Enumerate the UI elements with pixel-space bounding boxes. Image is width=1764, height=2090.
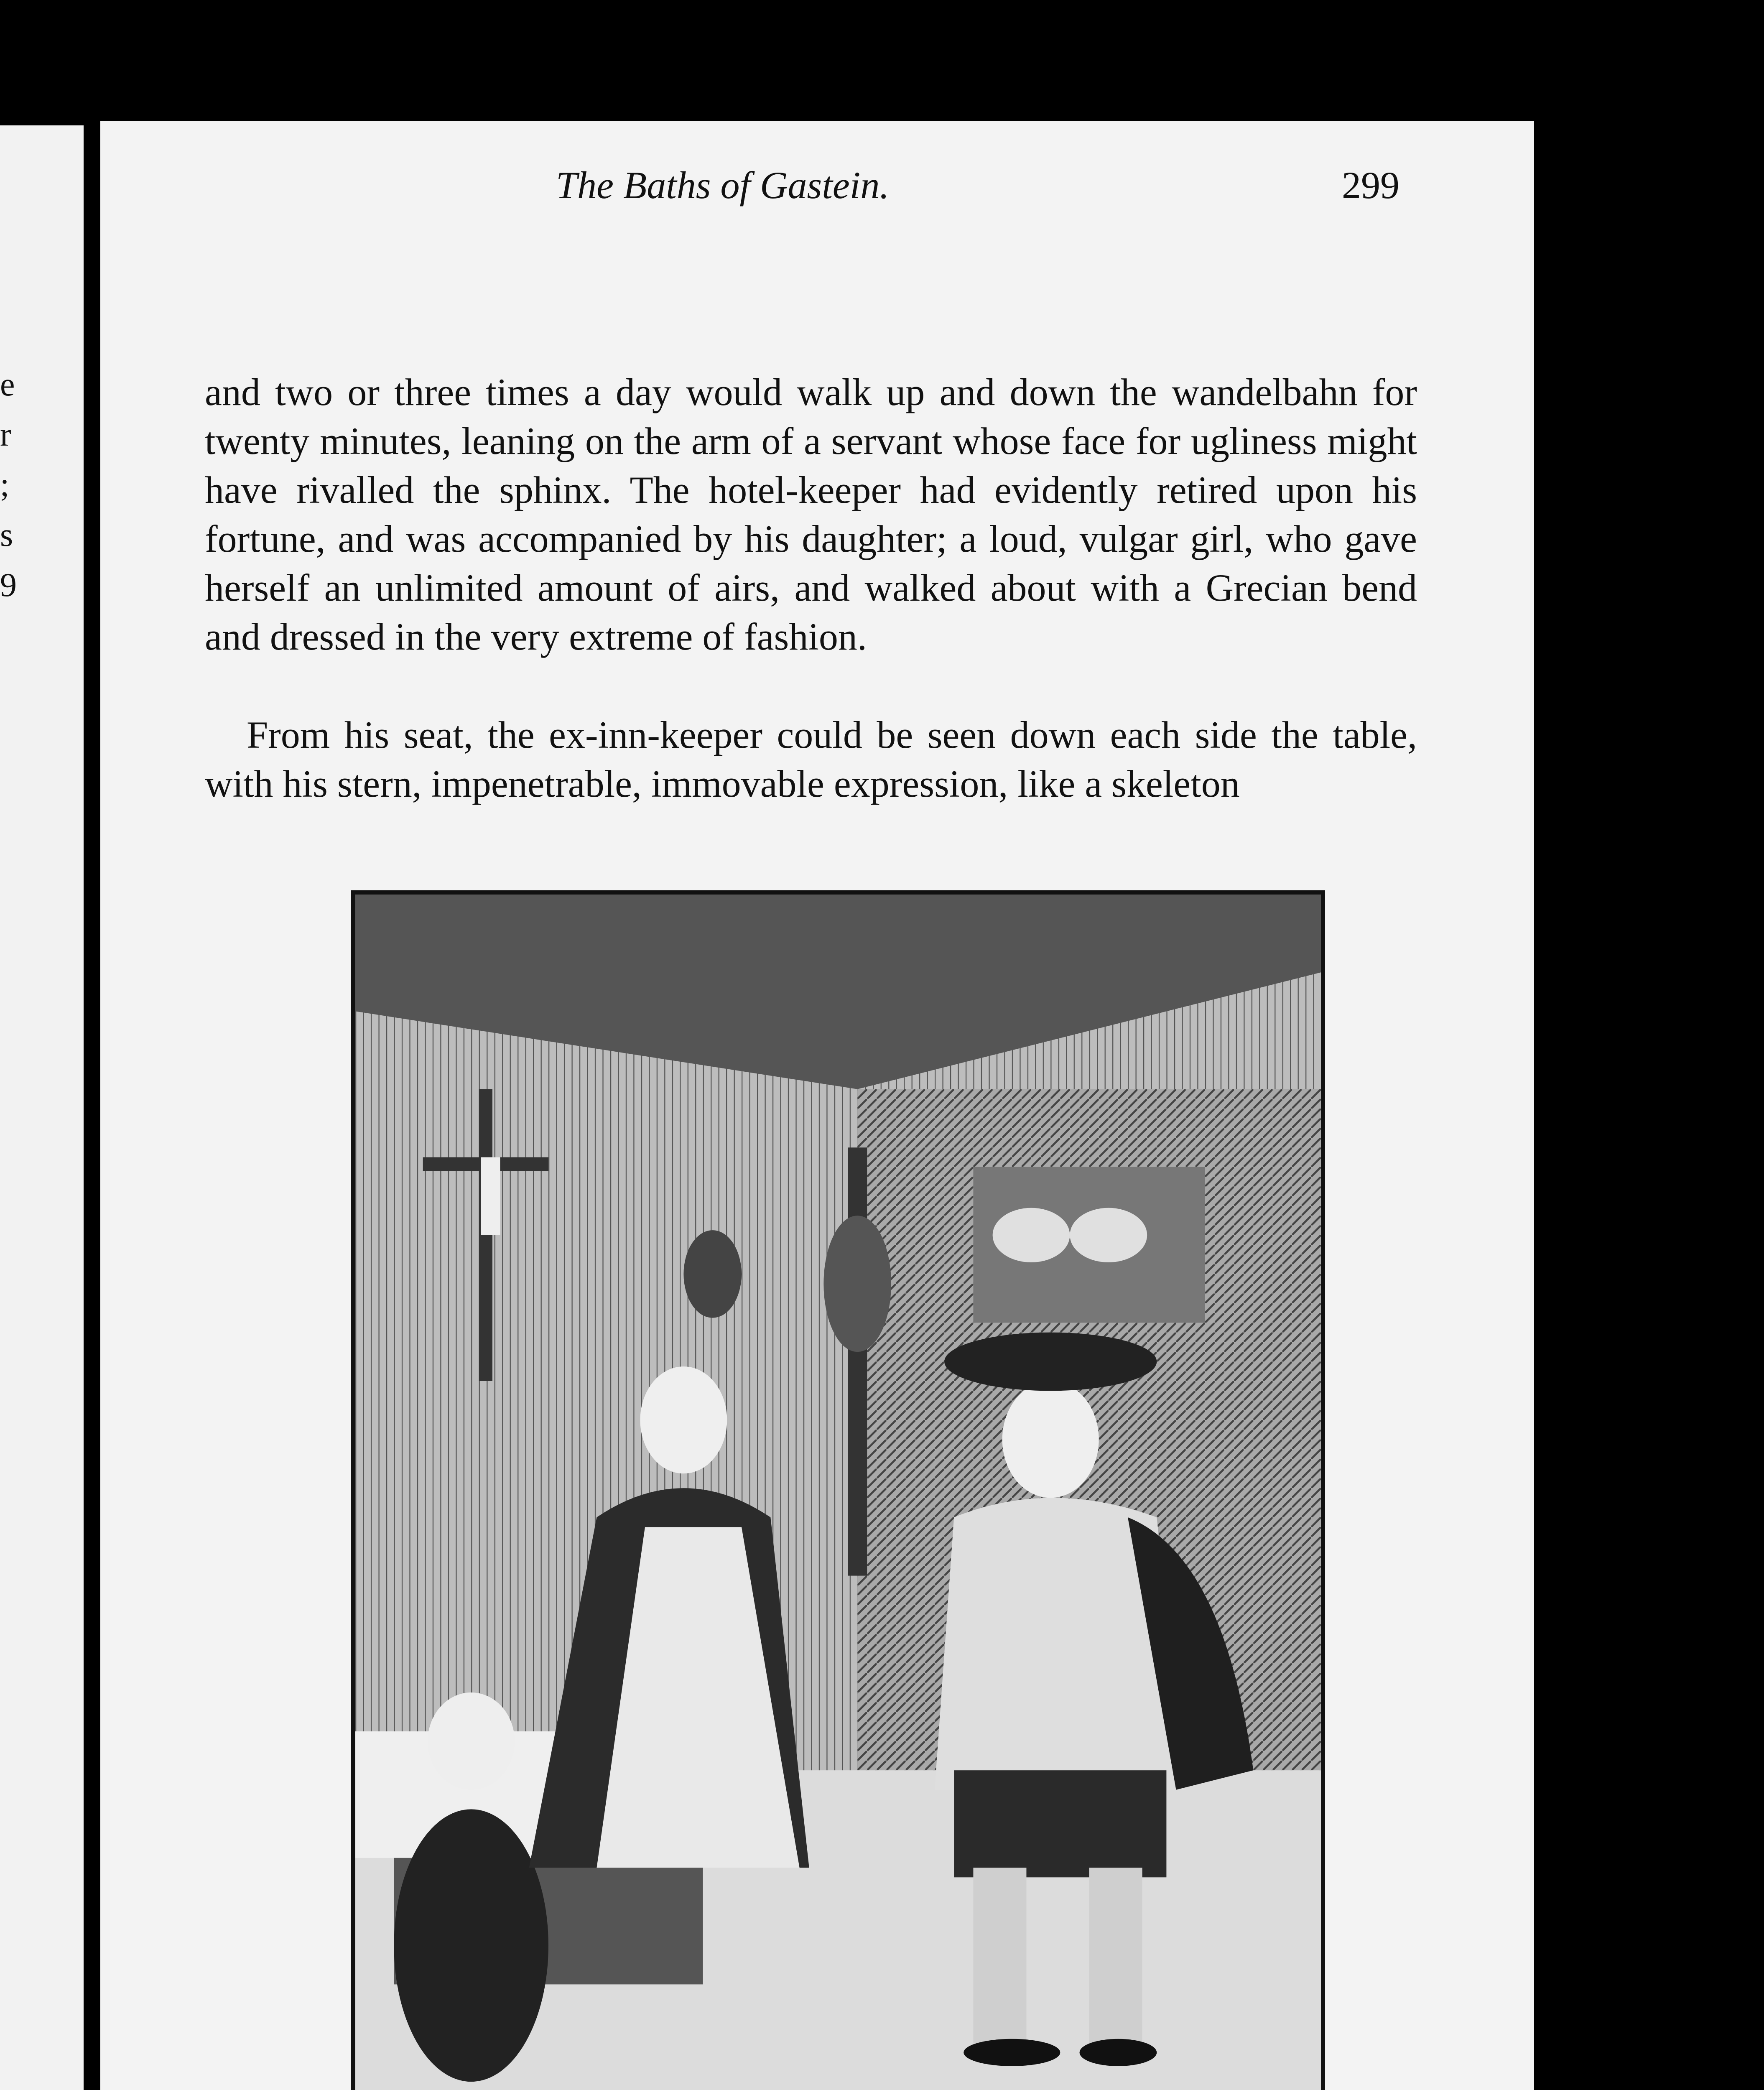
left-char: e: [0, 366, 15, 403]
cottage-interior-engraving: [355, 895, 1321, 2090]
engraving-illustration: [351, 890, 1325, 2090]
paragraph-text: and two or three times a day would walk up and down the wandelbahn for twenty minutes, leaning on the arm of a servant whose face for ugliness might have rivalled the sphinx. The hotel-keeper had evidently retired upon his fortune, and was accompanied by his daughter; a loud, vulgar girl, who gave herself an unlimited amount of airs, and walked about with a Grecian bend and dressed in the very extreme of fashion.: [205, 371, 1417, 658]
paragraph-1: [205, 368, 1417, 661]
paragraph-2: [205, 711, 1417, 808]
page-number: 299: [1342, 164, 1399, 206]
left-char: s: [0, 517, 13, 553]
left-char: r: [0, 416, 11, 453]
left-char: ;: [0, 466, 10, 503]
paragraph-text: From his seat, the ex-inn-keeper could be seen down each side the table, with his stern, impenetrable, immovable expression, like a skeleton: [205, 714, 1417, 805]
left-page-characters: [0, 359, 25, 610]
running-header: The Baths of Gastein.: [556, 164, 890, 206]
left-char: 9: [0, 567, 17, 604]
